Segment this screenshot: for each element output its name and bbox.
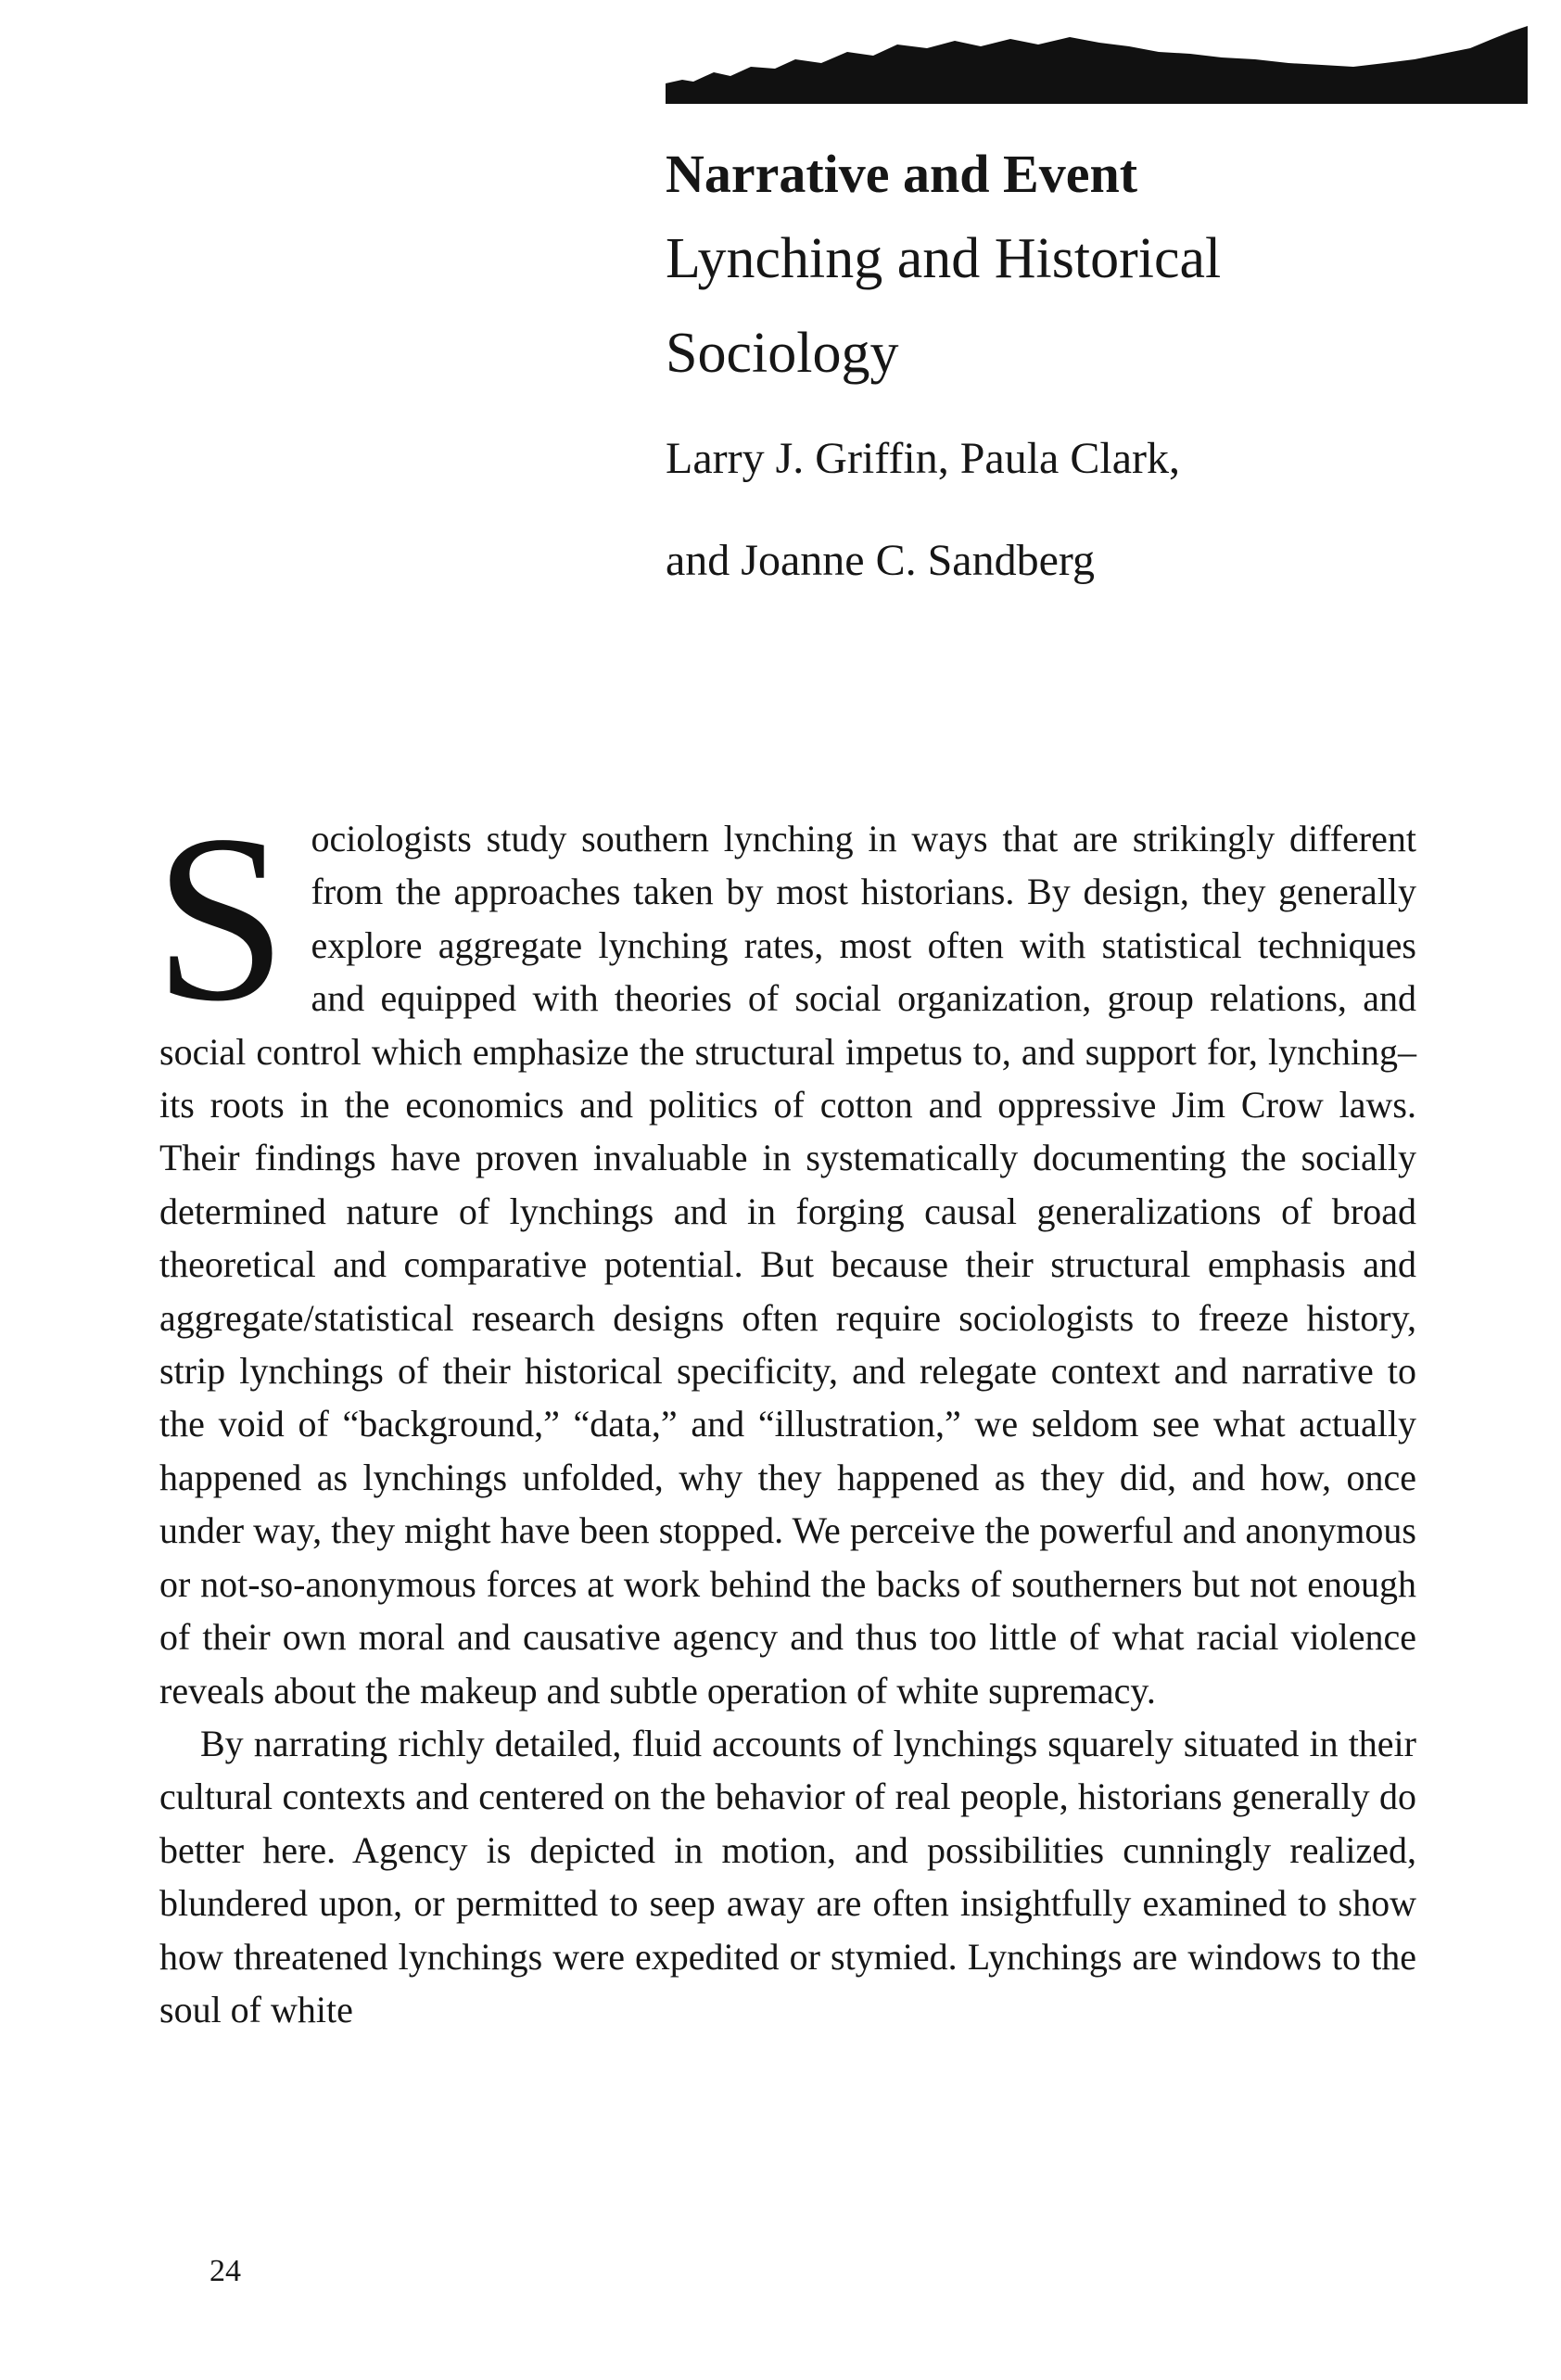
- article-title: Narrative and Event: [666, 144, 1138, 204]
- paragraph-2: By narrating richly detailed, fluid accounts of lynchings squarely situated in their cultural contexts and centered on the behavior of real people, historians generally do better here. Agency is depicted in motion, and possibilities cunningly realized, blundered upon, or permitted to seep away are often insightfully examined to show how threatened lynchings were expedited or stymied. Lynchings are windows to the soul of white: [159, 1722, 1416, 2030]
- page-number: 24: [209, 2254, 241, 2288]
- article-body: [154, 785, 1416, 2036]
- article-authors-line-2: and Joanne C. Sandberg: [666, 536, 1096, 585]
- article-subtitle-line-1: Lynching and Historical: [666, 227, 1222, 290]
- paragraph-1: [154, 785, 1416, 1717]
- decorative-header-ridge: [666, 26, 1528, 104]
- drop-cap: S: [154, 785, 287, 1050]
- article-subtitle-line-2: Sociology: [666, 322, 899, 385]
- paragraph-1-text: ociologists study southern lynching in ways that are strikingly different from the approaches taken by most historians. By design, they generally explore aggregate lynching rates, most often with statistical techniques and equipped with theories of social organization, group relations, and social control which emphasize the structural impetus to, and support for, lynching–its roots in the economics and politics of cotton and oppressive Jim Crow laws. Their findings have proven invaluable in systematically documenting the socially determined nature of lynchings and in forging causal generalizations of broad theoretical and comparative potential. But because their structural emphasis and aggregate/statistical research designs often require sociologists to freeze history, strip lynchings of their historical specificity, and relegate context and narrative to the void of “background,” “data,” and “illustration,” we seldom see what actually happened as lynchings unfolded, why they happened as they did, and how, once under way, they might have been stopped. We perceive the powerful and anonymous or not-so-anonymous forces at work behind the backs of southerners but not enough of their own moral and causative agency and thus too little of what racial violence reveals about the makeup and subtle operation of white supremacy.: [159, 818, 1416, 1712]
- article-header: [666, 137, 1500, 612]
- article-authors-line-1: Larry J. Griffin, Paula Clark,: [666, 434, 1180, 483]
